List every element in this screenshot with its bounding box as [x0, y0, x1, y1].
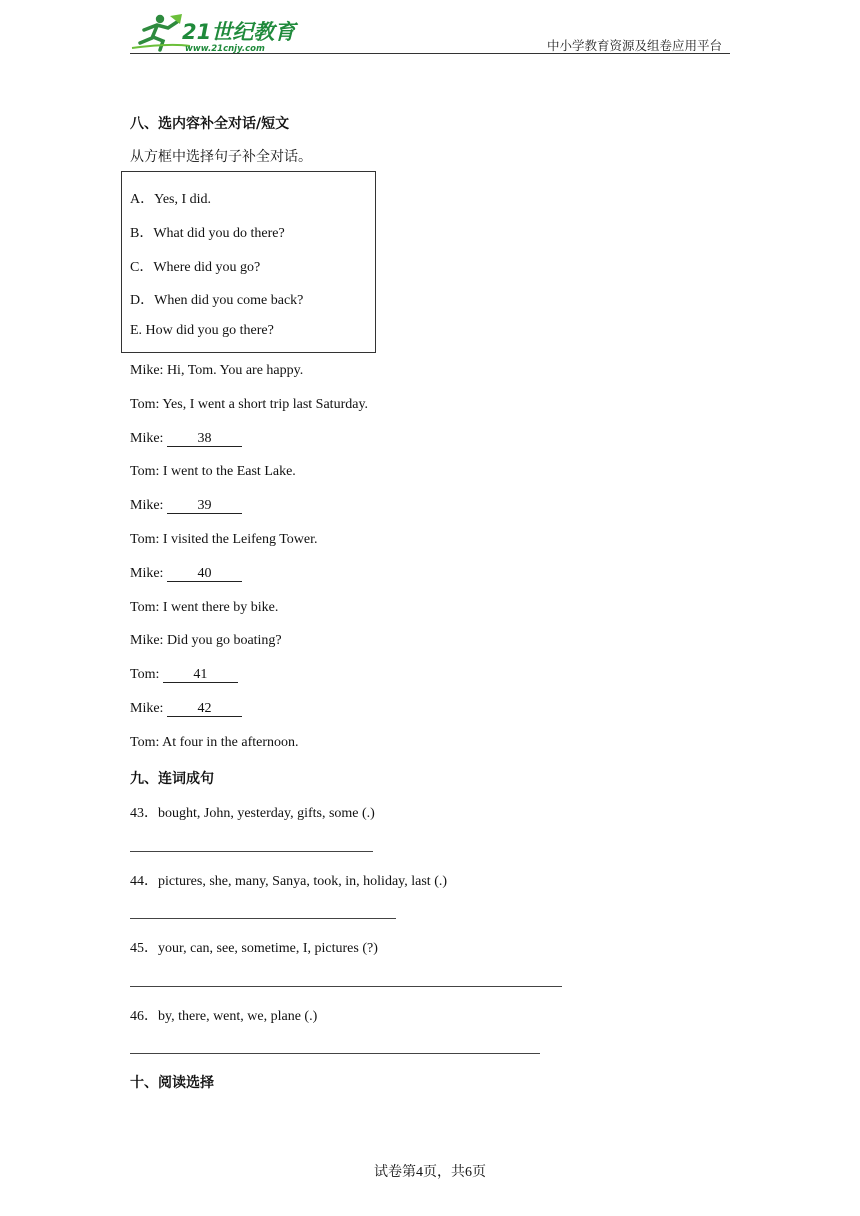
question-45: 45．your, can, see, sometime, I, pictures (?): [130, 941, 378, 956]
option-d: D．When did you come back?: [130, 293, 304, 308]
option-e: E. How did you go there?: [130, 323, 274, 338]
header-rule: [130, 53, 730, 54]
answer-blank-41[interactable]: 41: [163, 667, 238, 683]
platform-name: 中小学教育资源及组卷应用平台: [546, 38, 722, 53]
dialogue-line: Tom: I went there by bike.: [130, 600, 279, 615]
speaker: Mike:: [130, 566, 167, 581]
answer-line-45[interactable]: [130, 986, 562, 987]
section8-instruction: 从方框中选择句子补全对话。: [130, 149, 312, 165]
answer-blank-40[interactable]: 40: [167, 566, 242, 582]
answer-blank-39[interactable]: 39: [167, 498, 242, 514]
dialogue-line: Tom: At four in the afternoon.: [130, 735, 299, 750]
page-footer: 试卷第4页，共6页: [374, 1165, 486, 1180]
speaker: Mike:: [130, 498, 167, 513]
dialogue-line: [130, 498, 242, 514]
option-a: A．Yes, I did.: [130, 192, 212, 207]
answer-line-43[interactable]: [130, 851, 373, 852]
section8-title: 八、选内容补全对话/短文: [130, 116, 290, 132]
logo-url: www.21cnjy.com: [185, 44, 265, 54]
question-44: 44．pictures, she, many, Sanya, took, in, holiday, last (.): [130, 874, 448, 889]
page-header: [130, 12, 730, 56]
option-b: B．What did you do there?: [130, 226, 285, 241]
logo-21cnjy: [130, 12, 300, 54]
dialogue-line: Tom: Yes, I went a short trip last Saturday.: [130, 397, 369, 412]
dialogue-line: Tom: I went to the East Lake.: [130, 464, 296, 479]
option-c: C．Where did you go?: [130, 260, 261, 275]
dialogue-line: [130, 667, 238, 683]
section10-title: 十、阅读选择: [130, 1075, 214, 1091]
answer-blank-38[interactable]: 38: [167, 431, 242, 447]
options-box: [121, 171, 376, 353]
dialogue-line: [130, 701, 242, 717]
dialogue-line: [130, 566, 242, 582]
logo-text: 21世纪教育: [182, 20, 296, 44]
answer-line-44[interactable]: [130, 918, 396, 919]
question-43: 43．bought, John, yesterday, gifts, some (.): [130, 806, 375, 821]
section9-title: 九、连词成句: [130, 771, 214, 787]
dialogue-line: Mike: Did you go boating?: [130, 633, 282, 648]
answer-blank-42[interactable]: 42: [167, 701, 242, 717]
dialogue-line: Tom: I visited the Leifeng Tower.: [130, 532, 318, 547]
speaker: Tom:: [130, 667, 163, 682]
dialogue-line: [130, 431, 242, 447]
speaker: Mike:: [130, 431, 167, 446]
dialogue-line: Mike: Hi, Tom. You are happy.: [130, 363, 304, 378]
answer-line-46[interactable]: [130, 1053, 540, 1054]
question-46: 46．by, there, went, we, plane (.): [130, 1009, 318, 1024]
speaker: Mike:: [130, 701, 167, 716]
